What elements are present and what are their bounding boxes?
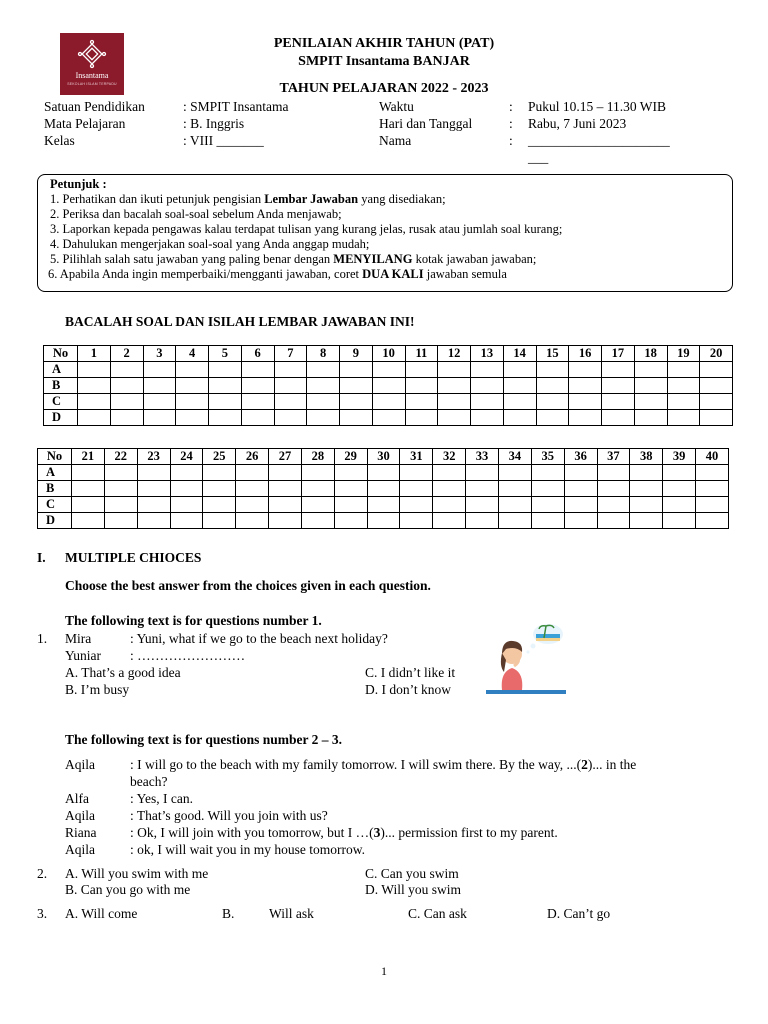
answer-cell-21-a[interactable] — [72, 465, 105, 481]
instruction-4: 4. Dahulukan mengerjakan soal-soal yang Anda anggap mudah; — [50, 237, 370, 251]
logo-name: Insantama — [75, 71, 109, 80]
answer-cell-37-a[interactable] — [597, 465, 630, 481]
q1-option-c[interactable]: C. I didn’t like it — [365, 665, 456, 680]
answer-cell-2-b[interactable] — [110, 378, 143, 394]
question-number-25: 25 — [203, 449, 236, 465]
q1-line-1: : Yuni, what if we go to the beach next holiday? — [130, 631, 388, 646]
answer-cell-39-c[interactable] — [663, 497, 696, 513]
answer-cell-25-a[interactable] — [203, 465, 236, 481]
answer-cell-9-b[interactable] — [340, 378, 373, 394]
question-number-37: 37 — [597, 449, 630, 465]
answer-cell-14-d[interactable] — [503, 410, 536, 426]
answer-cell-34-c[interactable] — [498, 497, 531, 513]
question-number-23: 23 — [137, 449, 170, 465]
question-number-22: 22 — [104, 449, 137, 465]
q23-line-5: : ok, I will wait you in my house tomorrow. — [130, 842, 365, 857]
q23-line-4: : Ok, I will join with you tomorrow, but I …(3)... permission first to my parent. — [130, 825, 558, 840]
answer-cell-12-c[interactable] — [438, 394, 471, 410]
answer-cell-8-d[interactable] — [307, 410, 340, 426]
answer-cell-33-a[interactable] — [466, 465, 499, 481]
grid-header-row — [44, 346, 733, 362]
answer-cell-32-d[interactable] — [433, 513, 466, 529]
q3-option-b-letter[interactable]: B. — [222, 906, 235, 921]
option-label-d: D — [44, 410, 78, 426]
class-value: : VIII _______ — [183, 133, 264, 148]
answer-cell-40-d[interactable] — [696, 513, 729, 529]
question-number-13: 13 — [471, 346, 504, 362]
name-field-cont: ___ — [528, 150, 549, 165]
question-number-7: 7 — [274, 346, 307, 362]
q23-line-3: : That’s good. Will you join with us? — [130, 808, 328, 823]
question-number-31: 31 — [400, 449, 433, 465]
answer-cell-29-b[interactable] — [334, 481, 367, 497]
question-number-29: 29 — [334, 449, 367, 465]
answer-cell-6-d[interactable] — [241, 410, 274, 426]
answer-cell-35-c[interactable] — [531, 497, 564, 513]
answer-cell-28-b[interactable] — [301, 481, 334, 497]
answer-cell-19-c[interactable] — [667, 394, 700, 410]
answer-cell-24-c[interactable] — [170, 497, 203, 513]
answer-cell-9-a[interactable] — [340, 362, 373, 378]
answer-cell-28-a[interactable] — [301, 465, 334, 481]
answer-cell-16-d[interactable] — [569, 410, 602, 426]
answer-cell-34-a[interactable] — [498, 465, 531, 481]
grid-row-b — [38, 481, 729, 497]
option-label-c: C — [44, 394, 78, 410]
answer-cell-39-d[interactable] — [663, 513, 696, 529]
grid-row-b — [44, 378, 733, 394]
answer-cell-22-d[interactable] — [104, 513, 137, 529]
q2-number: 2. — [37, 866, 48, 881]
q2-option-c[interactable]: C. Can you swim — [365, 866, 459, 881]
grid-row-d — [38, 513, 729, 529]
answer-cell-16-b[interactable] — [569, 378, 602, 394]
answer-cell-30-a[interactable] — [367, 465, 400, 481]
question-number-6: 6 — [241, 346, 274, 362]
answer-cell-20-b[interactable] — [700, 378, 733, 394]
answer-cell-18-c[interactable] — [634, 394, 667, 410]
answer-cell-2-d[interactable] — [110, 410, 143, 426]
q1-option-d[interactable]: D. I don’t know — [365, 682, 451, 697]
school-name: SMPIT Insantama BANJAR — [298, 54, 470, 69]
grid-row-c — [44, 394, 733, 410]
q2-option-a[interactable]: A. Will you swim with me — [65, 866, 209, 881]
q1-number: 1. — [37, 631, 48, 646]
answer-cell-5-b[interactable] — [209, 378, 242, 394]
q1-speaker-2: Yuniar — [65, 648, 101, 663]
answer-cell-1-d[interactable] — [78, 410, 111, 426]
instruction-6: 6. Apabila Anda ingin memperbaiki/mengganti jawaban, coret DUA KALI jawaban semula — [48, 267, 507, 281]
answer-cell-9-c[interactable] — [340, 394, 373, 410]
answer-cell-3-d[interactable] — [143, 410, 176, 426]
answer-cell-34-d[interactable] — [498, 513, 531, 529]
answer-cell-31-c[interactable] — [400, 497, 433, 513]
q1-speaker-1: Mira — [65, 631, 92, 646]
answer-cell-36-a[interactable] — [564, 465, 597, 481]
option-label-b: B — [38, 481, 72, 497]
answer-cell-13-b[interactable] — [471, 378, 504, 394]
answer-cell-21-d[interactable] — [72, 513, 105, 529]
answer-cell-15-a[interactable] — [536, 362, 569, 378]
answer-cell-27-a[interactable] — [269, 465, 302, 481]
unit-value: : SMPIT Insantama — [183, 99, 289, 114]
question-number-30: 30 — [367, 449, 400, 465]
answer-cell-13-d[interactable] — [471, 410, 504, 426]
answer-cell-37-c[interactable] — [597, 497, 630, 513]
answer-cell-30-c[interactable] — [367, 497, 400, 513]
answer-cell-32-c[interactable] — [433, 497, 466, 513]
answer-cell-21-c[interactable] — [72, 497, 105, 513]
q3-option-c[interactable]: C. Can ask — [408, 906, 467, 921]
q3-number: 3. — [37, 906, 48, 921]
answer-cell-13-c[interactable] — [471, 394, 504, 410]
answer-cell-17-d[interactable] — [602, 410, 635, 426]
q23-intro: The following text is for questions number 2 – 3. — [65, 732, 343, 747]
question-number-15: 15 — [536, 346, 569, 362]
answer-cell-40-a[interactable] — [696, 465, 729, 481]
answer-cell-12-b[interactable] — [438, 378, 471, 394]
question-number-26: 26 — [236, 449, 269, 465]
question-number-19: 19 — [667, 346, 700, 362]
answer-cell-19-b[interactable] — [667, 378, 700, 394]
q23-line-1-cont: beach? — [130, 774, 168, 789]
answer-cell-37-b[interactable] — [597, 481, 630, 497]
q1-line-2: : …………………… — [130, 648, 246, 663]
question-number-17: 17 — [602, 346, 635, 362]
grid-row-d — [44, 410, 733, 426]
answer-cell-10-c[interactable] — [372, 394, 405, 410]
answer-cell-28-d[interactable] — [301, 513, 334, 529]
answer-cell-34-b[interactable] — [498, 481, 531, 497]
answer-cell-23-d[interactable] — [137, 513, 170, 529]
answer-cell-31-d[interactable] — [400, 513, 433, 529]
answer-cell-27-c[interactable] — [269, 497, 302, 513]
question-number-18: 18 — [634, 346, 667, 362]
question-number-5: 5 — [209, 346, 242, 362]
answer-cell-29-a[interactable] — [334, 465, 367, 481]
name-field[interactable]: _____________________ — [528, 133, 670, 148]
question-number-27: 27 — [269, 449, 302, 465]
question-number-16: 16 — [569, 346, 602, 362]
time-label: Waktu — [379, 99, 414, 114]
answer-cell-38-c[interactable] — [630, 497, 663, 513]
name-colon: : — [509, 133, 513, 148]
answer-cell-37-d[interactable] — [597, 513, 630, 529]
q23-line-1: : I will go to the beach with my family tomorrow. I will swim there. By the way, ...(2)... in the — [130, 757, 637, 772]
grid-row-a — [38, 465, 729, 481]
answer-cell-36-b[interactable] — [564, 481, 597, 497]
answer-cell-26-c[interactable] — [236, 497, 269, 513]
answer-cell-3-c[interactable] — [143, 394, 176, 410]
time-colon: : — [509, 99, 513, 114]
answer-cell-25-c[interactable] — [203, 497, 236, 513]
answer-cell-25-d[interactable] — [203, 513, 236, 529]
question-number-32: 32 — [433, 449, 466, 465]
answer-cell-1-a[interactable] — [78, 362, 111, 378]
answer-cell-18-d[interactable] — [634, 410, 667, 426]
thinking-girl-illustration — [486, 622, 566, 696]
answer-cell-17-c[interactable] — [602, 394, 635, 410]
answer-cell-29-c[interactable] — [334, 497, 367, 513]
question-number-8: 8 — [307, 346, 340, 362]
answer-cell-15-c[interactable] — [536, 394, 569, 410]
question-number-33: 33 — [466, 449, 499, 465]
answer-cell-4-b[interactable] — [176, 378, 209, 394]
answer-cell-20-a[interactable] — [700, 362, 733, 378]
answer-sheet-heading: BACALAH SOAL DAN ISILAH LEMBAR JAWABAN INI! — [65, 314, 415, 329]
q3-option-b[interactable]: Will ask — [269, 906, 314, 921]
answer-cell-35-d[interactable] — [531, 513, 564, 529]
name-label: Nama — [379, 133, 412, 148]
section-instruction: Choose the best answer from the choices given in each question. — [65, 578, 431, 593]
answer-cell-24-b[interactable] — [170, 481, 203, 497]
answer-cell-13-a[interactable] — [471, 362, 504, 378]
answer-cell-8-a[interactable] — [307, 362, 340, 378]
answer-cell-22-b[interactable] — [104, 481, 137, 497]
answer-cell-28-c[interactable] — [301, 497, 334, 513]
answer-cell-35-b[interactable] — [531, 481, 564, 497]
answer-cell-22-c[interactable] — [104, 497, 137, 513]
answer-cell-7-c[interactable] — [274, 394, 307, 410]
question-number-10: 10 — [372, 346, 405, 362]
answer-cell-9-d[interactable] — [340, 410, 373, 426]
question-number-40: 40 — [696, 449, 729, 465]
answer-cell-29-d[interactable] — [334, 513, 367, 529]
answer-cell-27-b[interactable] — [269, 481, 302, 497]
question-number-9: 9 — [340, 346, 373, 362]
answer-cell-33-d[interactable] — [466, 513, 499, 529]
answer-cell-4-a[interactable] — [176, 362, 209, 378]
question-number-21: 21 — [72, 449, 105, 465]
answer-cell-38-a[interactable] — [630, 465, 663, 481]
answer-cell-36-d[interactable] — [564, 513, 597, 529]
answer-cell-38-b[interactable] — [630, 481, 663, 497]
day-label: Hari dan Tanggal — [379, 116, 473, 131]
answer-cell-12-a[interactable] — [438, 362, 471, 378]
q3-option-d[interactable]: D. Can’t go — [547, 906, 611, 921]
answer-cell-31-b[interactable] — [400, 481, 433, 497]
option-label-a: A — [38, 465, 72, 481]
grid-no-header: No — [44, 346, 78, 362]
answer-cell-22-a[interactable] — [104, 465, 137, 481]
answer-cell-2-c[interactable] — [110, 394, 143, 410]
option-label-b: B — [44, 378, 78, 394]
answer-cell-16-c[interactable] — [569, 394, 602, 410]
answer-cell-6-a[interactable] — [241, 362, 274, 378]
q23-speaker-1: Aqila — [65, 757, 95, 772]
answer-cell-20-c[interactable] — [700, 394, 733, 410]
question-number-11: 11 — [405, 346, 438, 362]
answer-cell-30-d[interactable] — [367, 513, 400, 529]
time-value: Pukul 10.15 – 11.30 WIB — [528, 99, 667, 114]
answer-cell-26-a[interactable] — [236, 465, 269, 481]
question-number-28: 28 — [301, 449, 334, 465]
q1-option-a[interactable]: A. That’s a good idea — [65, 665, 181, 680]
answer-cell-10-b[interactable] — [372, 378, 405, 394]
exam-title: PENILAIAN AKHIR TAHUN (PAT) — [273, 36, 495, 51]
answer-cell-10-d[interactable] — [372, 410, 405, 426]
instruction-3: 3. Laporkan kepada pengawas kalau terdapat tulisan yang kurang jelas, rusak atau jumlah soal kurang; — [50, 222, 563, 236]
answer-cell-40-c[interactable] — [696, 497, 729, 513]
instructions-box — [37, 174, 733, 292]
answer-cell-10-a[interactable] — [372, 362, 405, 378]
question-number-4: 4 — [176, 346, 209, 362]
answer-cell-3-b[interactable] — [143, 378, 176, 394]
option-label-c: C — [38, 497, 72, 513]
q2-option-b[interactable]: B. Can you go with me — [65, 882, 191, 897]
answer-cell-3-a[interactable] — [143, 362, 176, 378]
question-number-38: 38 — [630, 449, 663, 465]
answer-cell-14-c[interactable] — [503, 394, 536, 410]
answer-cell-39-b[interactable] — [663, 481, 696, 497]
answer-cell-8-c[interactable] — [307, 394, 340, 410]
answer-cell-36-c[interactable] — [564, 497, 597, 513]
instructions-title: Petunjuk : — [50, 177, 107, 191]
answer-cell-15-b[interactable] — [536, 378, 569, 394]
answer-cell-23-a[interactable] — [137, 465, 170, 481]
question-number-39: 39 — [663, 449, 696, 465]
q23-speaker-3: Aqila — [65, 808, 95, 823]
answer-cell-11-d[interactable] — [405, 410, 438, 426]
question-number-2: 2 — [110, 346, 143, 362]
subject-value: : B. Inggris — [183, 116, 245, 131]
answer-cell-40-b[interactable] — [696, 481, 729, 497]
q3-option-a[interactable]: A. Will come — [65, 906, 138, 921]
answer-cell-17-a[interactable] — [602, 362, 635, 378]
answer-cell-21-b[interactable] — [72, 481, 105, 497]
answer-cell-15-d[interactable] — [536, 410, 569, 426]
answer-cell-33-c[interactable] — [466, 497, 499, 513]
q2-option-d[interactable]: D. Will you swim — [365, 882, 461, 897]
answer-cell-19-a[interactable] — [667, 362, 700, 378]
answer-cell-16-a[interactable] — [569, 362, 602, 378]
answer-cell-1-c[interactable] — [78, 394, 111, 410]
answer-grid-2 — [37, 448, 729, 529]
day-value: Rabu, 7 Juni 2023 — [528, 116, 627, 131]
instruction-2: 2. Periksa dan bacalah soal-soal sebelum Anda menjawab; — [50, 207, 342, 221]
q23-speaker-4: Riana — [65, 825, 97, 840]
section-number: I. — [37, 550, 46, 565]
answer-cell-2-a[interactable] — [110, 362, 143, 378]
grid-row-a — [44, 362, 733, 378]
q1-intro: The following text is for questions number 1. — [65, 613, 322, 628]
answer-cell-20-d[interactable] — [700, 410, 733, 426]
question-number-36: 36 — [564, 449, 597, 465]
answer-cell-33-b[interactable] — [466, 481, 499, 497]
question-number-14: 14 — [503, 346, 536, 362]
day-colon: : — [509, 116, 513, 131]
option-label-d: D — [38, 513, 72, 529]
answer-cell-5-a[interactable] — [209, 362, 242, 378]
answer-cell-7-a[interactable] — [274, 362, 307, 378]
grid-row-c — [38, 497, 729, 513]
question-number-20: 20 — [700, 346, 733, 362]
answer-cell-23-b[interactable] — [137, 481, 170, 497]
question-number-35: 35 — [531, 449, 564, 465]
answer-cell-5-d[interactable] — [209, 410, 242, 426]
answer-cell-5-c[interactable] — [209, 394, 242, 410]
answer-cell-14-a[interactable] — [503, 362, 536, 378]
academic-year: TAHUN PELAJARAN 2022 - 2023 — [279, 81, 489, 96]
answer-cell-12-d[interactable] — [438, 410, 471, 426]
answer-cell-35-a[interactable] — [531, 465, 564, 481]
section-title: MULTIPLE CHIOCES — [65, 550, 202, 565]
question-number-34: 34 — [498, 449, 531, 465]
option-label-a: A — [44, 362, 78, 378]
question-number-12: 12 — [438, 346, 471, 362]
answer-cell-38-d[interactable] — [630, 513, 663, 529]
answer-cell-7-d[interactable] — [274, 410, 307, 426]
answer-cell-14-b[interactable] — [503, 378, 536, 394]
answer-cell-17-b[interactable] — [602, 378, 635, 394]
answer-cell-7-b[interactable] — [274, 378, 307, 394]
page-number: 1 — [381, 964, 387, 978]
answer-cell-4-c[interactable] — [176, 394, 209, 410]
answer-cell-24-a[interactable] — [170, 465, 203, 481]
answer-cell-27-d[interactable] — [269, 513, 302, 529]
answer-cell-6-b[interactable] — [241, 378, 274, 394]
answer-cell-26-b[interactable] — [236, 481, 269, 497]
grid-no-header: No — [38, 449, 72, 465]
question-number-24: 24 — [170, 449, 203, 465]
answer-cell-24-d[interactable] — [170, 513, 203, 529]
answer-cell-18-b[interactable] — [634, 378, 667, 394]
q1-option-b[interactable]: B. I’m busy — [65, 682, 130, 697]
answer-cell-39-a[interactable] — [663, 465, 696, 481]
answer-cell-31-a[interactable] — [400, 465, 433, 481]
class-label: Kelas — [44, 133, 75, 148]
answer-cell-8-b[interactable] — [307, 378, 340, 394]
q23-line-2: : Yes, I can. — [130, 791, 193, 806]
question-number-1: 1 — [78, 346, 111, 362]
answer-cell-32-b[interactable] — [433, 481, 466, 497]
q23-speaker-2: Alfa — [65, 791, 89, 806]
answer-cell-11-b[interactable] — [405, 378, 438, 394]
instruction-5: 5. Pilihlah salah satu jawaban yang paling benar dengan MENYILANG kotak jawaban jawaban; — [50, 252, 537, 266]
answer-cell-4-d[interactable] — [176, 410, 209, 426]
answer-cell-18-a[interactable] — [634, 362, 667, 378]
answer-cell-32-a[interactable] — [433, 465, 466, 481]
subject-label: Mata Pelajaran — [44, 116, 126, 131]
answer-cell-1-b[interactable] — [78, 378, 111, 394]
unit-label: Satuan Pendidikan — [44, 99, 145, 114]
q23-speaker-5: Aqila — [65, 842, 95, 857]
answer-cell-11-a[interactable] — [405, 362, 438, 378]
logo-tagline: SEKOLAH ISLAM TERPADU — [67, 82, 117, 86]
question-number-3: 3 — [143, 346, 176, 362]
answer-cell-11-c[interactable] — [405, 394, 438, 410]
answer-cell-19-d[interactable] — [667, 410, 700, 426]
answer-cell-26-d[interactable] — [236, 513, 269, 529]
answer-grid-1 — [43, 345, 733, 426]
grid-header-row — [38, 449, 729, 465]
answer-cell-30-b[interactable] — [367, 481, 400, 497]
answer-cell-25-b[interactable] — [203, 481, 236, 497]
answer-cell-23-c[interactable] — [137, 497, 170, 513]
instruction-1: 1. Perhatikan dan ikuti petunjuk pengisian Lembar Jawaban yang disediakan; — [50, 192, 446, 206]
answer-cell-6-c[interactable] — [241, 394, 274, 410]
